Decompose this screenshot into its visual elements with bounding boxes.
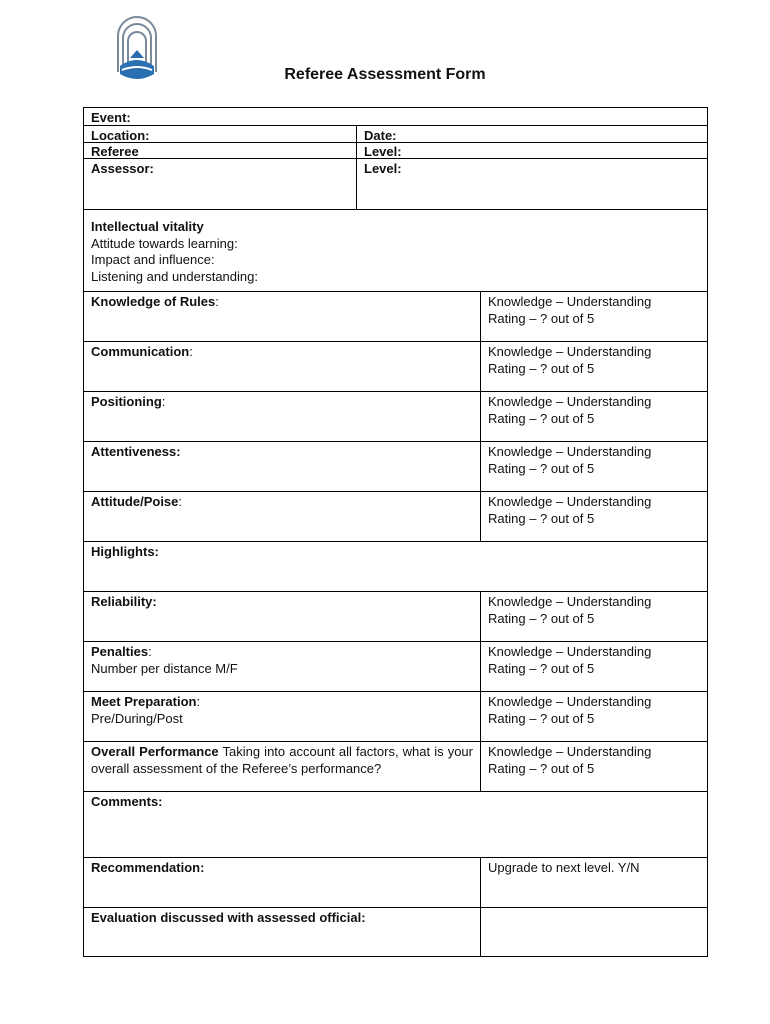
referee-level-label: Level: <box>364 144 402 159</box>
assessor-level-label: Level: <box>364 161 402 176</box>
referee-label: Referee <box>91 144 139 159</box>
knowledge-text: Knowledge – Understanding <box>488 444 652 459</box>
criteria-sublabel: Number per distance M/F <box>91 660 238 676</box>
location-row <box>84 126 707 143</box>
rating-text: Rating – ? out of 5 <box>488 460 595 476</box>
overall-performance-label: Overall Performance <box>91 744 219 759</box>
rating-text: Rating – ? out of 5 <box>488 310 595 326</box>
criteria-row <box>84 442 707 492</box>
referee-row <box>84 143 707 159</box>
criteria-row <box>84 392 707 442</box>
date-label: Date: <box>364 128 397 143</box>
knowledge-text: Knowledge – Understanding <box>488 294 652 309</box>
criteria-suffix: : <box>189 344 193 359</box>
event-label: Event: <box>91 110 131 125</box>
overall-performance-row <box>84 742 707 792</box>
knowledge-text: Knowledge – Understanding <box>488 344 652 359</box>
comments-row <box>84 792 707 858</box>
comments-label: Comments: <box>91 794 163 809</box>
overall-performance-text: Taking into account all factors, what is your overall assessment of the Referee’s performance? <box>91 744 473 776</box>
criteria-sublabel: Pre/During/Post <box>91 710 183 726</box>
criteria-suffix: : <box>215 294 219 309</box>
location-label: Location: <box>91 128 150 143</box>
assessor-row <box>84 159 707 210</box>
criteria-suffix: : <box>148 644 152 659</box>
rating-text: Rating – ? out of 5 <box>488 710 595 726</box>
criteria-label: Penalties <box>91 644 149 659</box>
recommendation-value: Upgrade to next level. Y/N <box>488 860 640 875</box>
assessor-label: Assessor: <box>91 161 154 176</box>
form-title: Referee Assessment Form <box>284 66 486 83</box>
intellectual-vitality-heading: Intellectual vitality <box>91 219 204 234</box>
criteria-label: Meet Preparation <box>91 694 197 709</box>
recommendation-label: Recommendation: <box>91 860 205 875</box>
criteria-row <box>84 342 707 392</box>
evaluation-label: Evaluation discussed with assessed official: <box>91 910 366 925</box>
highlights-label: Highlights: <box>91 544 159 559</box>
intellectual-vitality-section <box>84 210 707 292</box>
criteria-row <box>84 692 707 742</box>
criteria-suffix: : <box>196 694 201 709</box>
knowledge-text: Knowledge – Understanding <box>488 694 652 709</box>
rating-text: Rating – ? out of 5 <box>488 410 595 426</box>
rating-text: Rating – ? out of 5 <box>488 760 595 776</box>
intellectual-line: Listening and understanding: <box>91 268 258 284</box>
criteria-label: Attitude/Poise <box>91 494 179 509</box>
rating-text: Rating – ? out of 5 <box>488 610 595 626</box>
recommendation-row <box>84 858 707 908</box>
knowledge-text: Knowledge – Understanding <box>488 644 652 659</box>
criteria-label: Attentiveness: <box>91 444 181 459</box>
criteria-suffix: : <box>161 394 166 409</box>
criteria-label: Communication <box>91 344 190 359</box>
rating-text: Rating – ? out of 5 <box>488 510 595 526</box>
knowledge-text: Knowledge – Understanding <box>488 494 652 509</box>
criteria-row <box>84 292 707 342</box>
knowledge-text: Knowledge – Understanding <box>488 744 652 759</box>
event-row <box>84 108 707 126</box>
rating-text: Rating – ? out of 5 <box>488 360 595 376</box>
criteria-row <box>84 642 707 692</box>
criteria-row <box>84 492 707 542</box>
criteria-row <box>84 592 707 642</box>
intellectual-line: Attitude towards learning: <box>91 235 238 251</box>
criteria-label: Positioning <box>91 394 162 409</box>
evaluation-row <box>84 908 707 956</box>
knowledge-text: Knowledge – Understanding <box>488 594 652 609</box>
criteria-label: Knowledge of Rules <box>91 294 216 309</box>
criteria-suffix: : <box>178 494 183 509</box>
rating-text: Rating – ? out of 5 <box>488 660 595 676</box>
knowledge-text: Knowledge – Understanding <box>488 394 652 409</box>
intellectual-line: Impact and influence: <box>91 252 215 267</box>
criteria-label: Reliability: <box>91 594 157 609</box>
highlights-row <box>84 542 707 592</box>
assessment-form <box>83 107 708 957</box>
